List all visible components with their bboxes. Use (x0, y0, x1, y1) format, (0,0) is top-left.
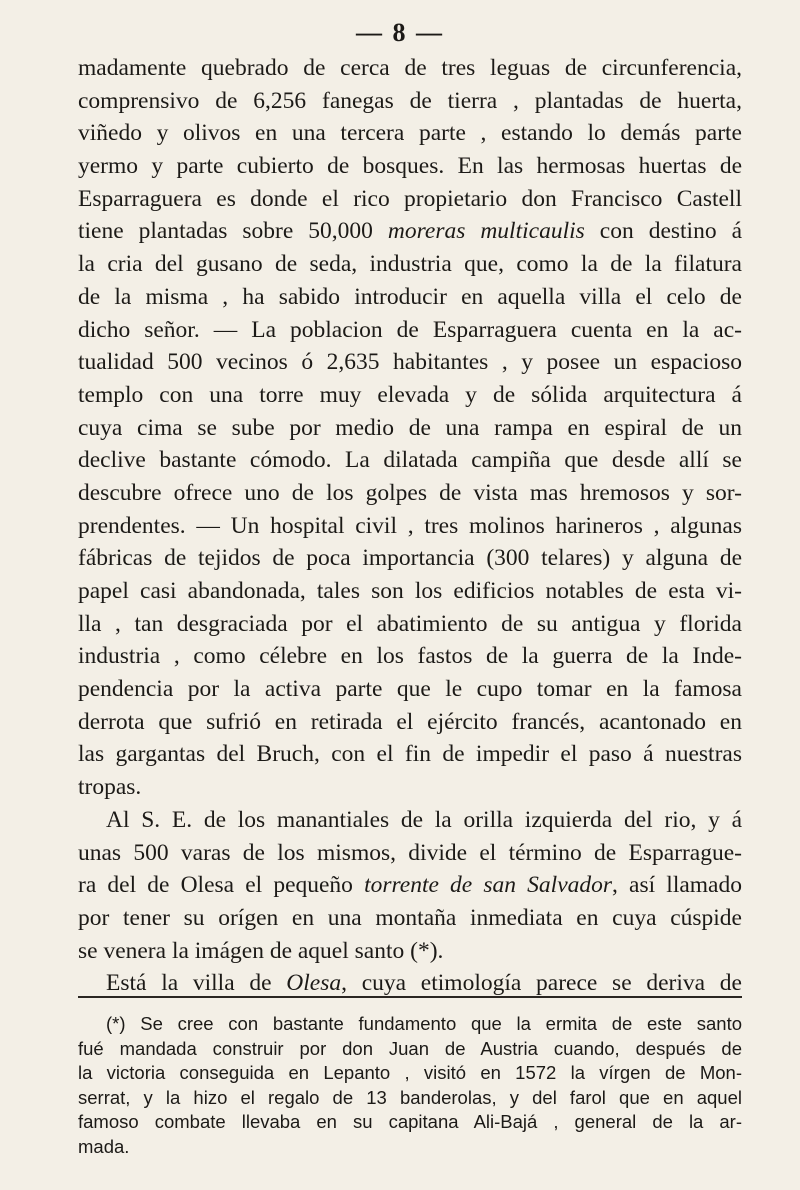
text-line-text: Está la villa de (106, 970, 287, 997)
text-line: de la misma , ha sabido introducir en aquella villa el celo de (78, 283, 742, 310)
text-line: derrota que sufrió en retirada el ejército francés, acantonado en (78, 708, 742, 735)
text-line: tualidad 500 vecinos ó 2,635 habitantes , y posee un espacioso (78, 349, 742, 376)
text-line: viñedo y olivos en una tercera parte , estando lo demás parte (78, 120, 742, 147)
text-line: pendencia por la activa parte que le cupo tomar en la famosa (78, 676, 742, 703)
footnote-line: mada. (78, 1135, 130, 1157)
text-line: lla , tan desgraciada por el abatimiento de su antigua y florida (78, 610, 742, 637)
text-line: unas 500 varas de los mismos, divide el término de Esparrague- (78, 839, 742, 866)
text-line: se venera la imágen de aquel santo (*). (78, 937, 444, 964)
footnote-line: fué mandada construir por don Juan de Austria cuando, después de (78, 1037, 742, 1059)
text-line: tropas. (78, 774, 142, 801)
main-text (78, 52, 742, 1000)
footnote-line: la victoria conseguida en Lepanto , visitó en 1572 la vírgen de Mon- (78, 1062, 742, 1084)
text-line: fábricas de tejidos de poca importancia (300 telares) y alguna de (78, 545, 742, 572)
text-line (78, 215, 742, 248)
footnote (78, 1012, 742, 1160)
text-line: comprensivo de 6,256 fanegas de tierra , plantadas de huerta, (78, 87, 742, 114)
text-line: madamente quebrado de cerca de tres leguas de circunferencia, (78, 55, 742, 81)
text-line: Esparraguera es donde el rico propietario don Francisco Castell (78, 185, 742, 212)
text-line: por tener su orígen en una montaña inmediata en cuya cúspide (78, 904, 742, 931)
text-line: declive bastante cómodo. La dilatada campiña que desde allí se (78, 447, 742, 474)
footnote-line: serrat, y la hizo el regalo de 13 banderolas, y del farol que en aquel (78, 1086, 742, 1108)
text-line (78, 869, 742, 902)
text-line: la cria del gusano de seda, industria que, como la de la filatura (78, 251, 742, 278)
text-line: templo con una torre muy elevada y de sólida arquitectura á (78, 381, 742, 408)
footnote-divider (78, 996, 742, 998)
footnote-line: (*) Se cree con bastante fundamento que la ermita de este santo (106, 1013, 742, 1034)
text-line-italic-text: moreras multicaulis (387, 218, 585, 245)
text-line: las gargantas del Bruch, con el fin de impedir el paso á nuestras (78, 741, 742, 768)
text-line: dicho señor. — La poblacion de Esparraguera cuenta en la ac- (78, 316, 742, 343)
text-line-italic-text: Olesa (286, 970, 342, 997)
text-line: prendentes. — Un hospital civil , tres molinos harineros , algunas (78, 512, 742, 539)
text-line-text: ra del de Olesa el pequeño (78, 872, 365, 899)
text-line-text: con destino á (584, 218, 742, 245)
page-number: — 8 — (356, 18, 444, 47)
text-line: papel casi abandonada, tales son los edificios notables de esta vi- (78, 578, 742, 604)
text-line: descubre ofrece uno de los golpes de vista mas hremosos y sor- (78, 479, 742, 506)
text-line: Al S. E. de los manantiales de la orilla izquierda del rio, y á (106, 806, 742, 833)
footnote-line: famoso combate llevaba en su capitana Ali-Bajá , general de la ar- (78, 1111, 742, 1133)
text-line-text: , cuya etimología parece se deriva de (341, 970, 742, 997)
text-line: industria , como célebre en los fastos de la guerra de la Inde- (78, 643, 742, 670)
text-line-text: tiene plantadas sobre 50,000 (78, 218, 388, 245)
text-line: yermo y parte cubierto de bosques. En las hermosas huertas de (78, 153, 742, 180)
text-line-text: , así llamado (612, 872, 742, 899)
text-line: cuya cima se sube por medio de una rampa en espiral de un (78, 414, 742, 441)
text-line-italic-text: torrente de san Salvador (364, 872, 613, 899)
